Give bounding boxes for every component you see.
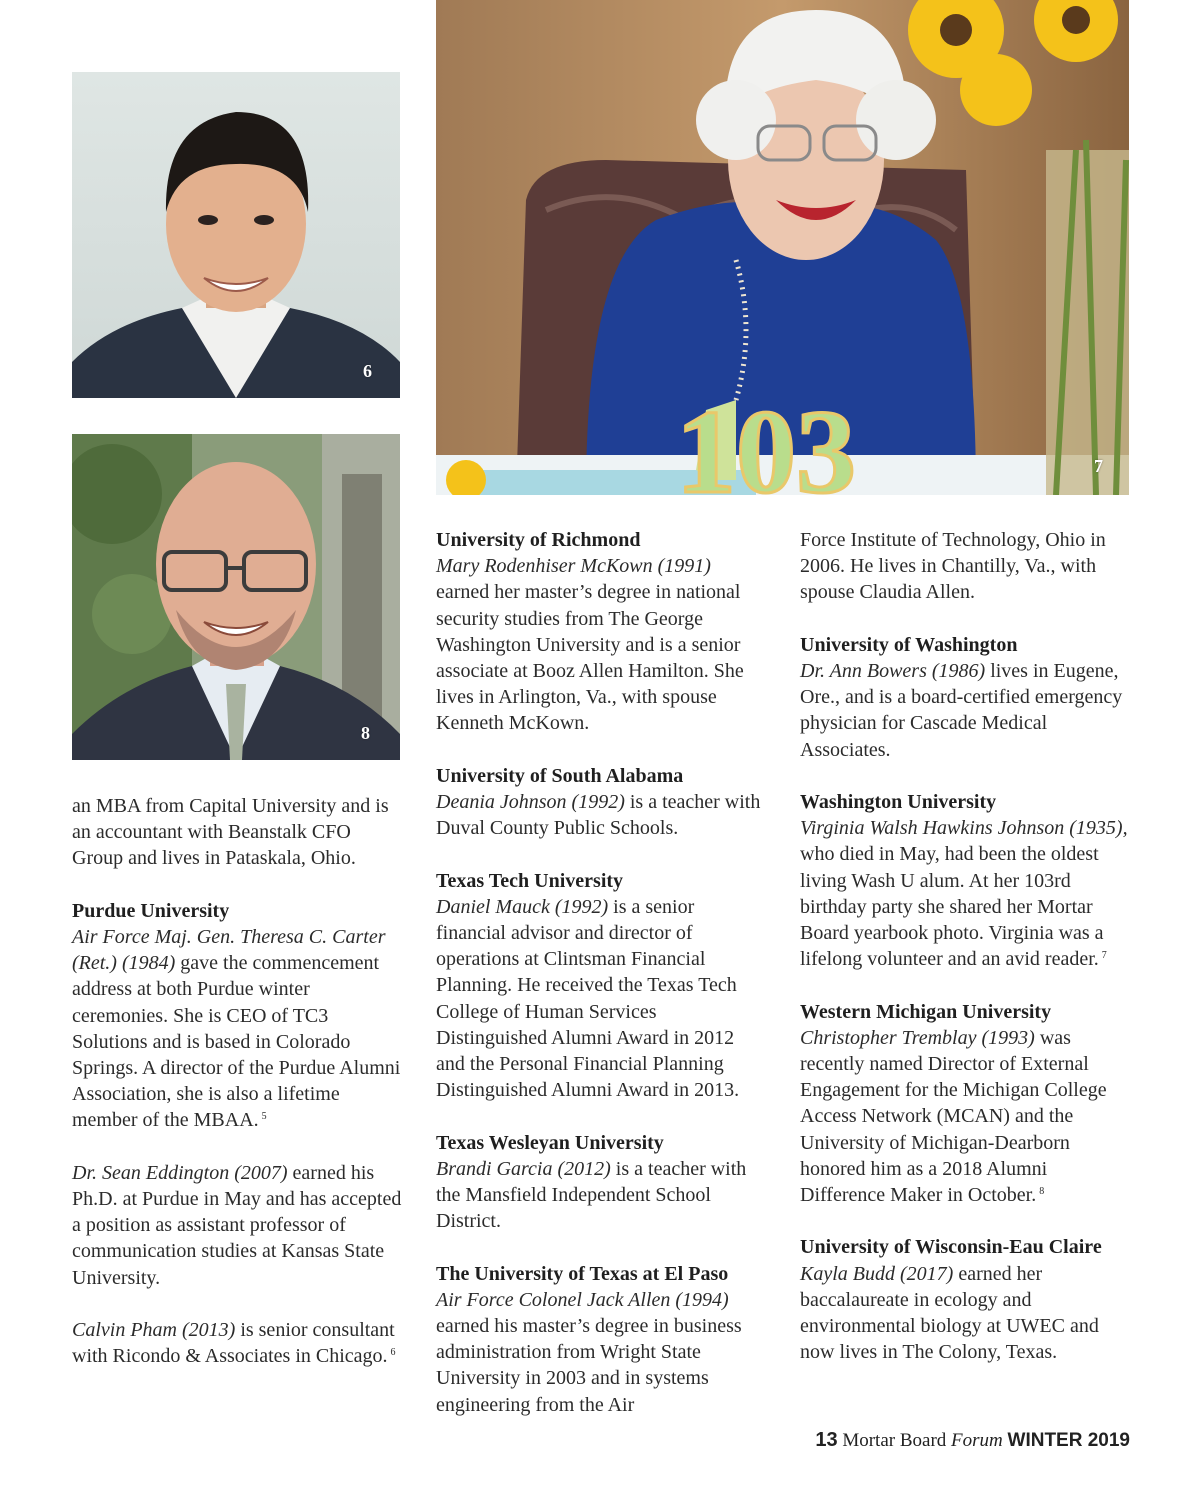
photo-6: [72, 72, 400, 398]
heading-texas-tech: Texas Tech University: [436, 869, 624, 892]
entry-south-alabama: [436, 763, 766, 842]
entry-eddington: [72, 1160, 402, 1291]
entry-richmond: [436, 527, 766, 737]
photo-ref-5: 5: [261, 1111, 267, 1123]
text-mckown: earned her master’s degree in national security studies from The George Washington University and is a senior associate at Booz Allen Hamilton. She lives in Arlington, Va., with spouse Kenneth McKown.: [436, 581, 744, 735]
entry-washu: [800, 789, 1135, 972]
name-johnson-deania: Deania Johnson (1992): [436, 791, 625, 814]
name-johnson-virginia: Virginia Walsh Hawkins Johnson (1935),: [800, 817, 1128, 840]
footer-org: Mortar Board: [842, 1430, 947, 1451]
photo-ref-6: 6: [390, 1347, 396, 1359]
entry-wmich: [800, 999, 1135, 1209]
name-budd: Kayla Budd (2017): [800, 1262, 954, 1285]
photo-ref-8: 8: [1039, 1186, 1045, 1198]
heading-texas-wesleyan: Texas Wesleyan University: [436, 1131, 664, 1154]
photo-number-6: 6: [363, 361, 372, 381]
text-johnson-virginia: who died in May, had been the oldest living Wash U alum. At her 103rd birthday party she shared her Mortar Board yearbook photo. Virginia was a lifelong volunteer and an avid reader.: [800, 843, 1104, 971]
heading-utep: The University of Texas at El Paso: [436, 1262, 729, 1285]
text-bowers: lives in Eugene, Ore., and is a board-certified emergency physician for Cascade Medical Associates.: [800, 660, 1123, 761]
paragraph-continued-allen: Force Institute of Technology, Ohio in 2006. He lives in Chantilly, Va., with spouse Claudia Allen.: [800, 529, 1106, 604]
entry-texas-wesleyan: [436, 1130, 766, 1235]
photo-7: [436, 0, 1129, 495]
name-allen: Air Force Colonel Jack Allen (1994): [436, 1288, 729, 1311]
name-garcia: Brandi Garcia (2012): [436, 1157, 611, 1180]
heading-uw: University of Washington: [800, 633, 1018, 656]
entry-texas-tech: [436, 868, 766, 1104]
text-carter: gave the commencement address at both Purdue winter ceremonies. She is CEO of TC3 Solutions and is based in Colorado Springs. A director of the Purdue Alumni Association, she is also a lifetime member of the MBAA.: [72, 952, 401, 1132]
heading-wmich: Western Michigan University: [800, 1000, 1052, 1023]
entry-uwec: [800, 1234, 1135, 1365]
text-pham: is senior consultant with Ricondo & Associates in Chicago.: [72, 1319, 395, 1368]
name-tremblay: Christopher Tremblay (1993): [800, 1026, 1035, 1049]
photo-ref-7: 7: [1101, 950, 1107, 962]
text-tremblay: was recently named Director of External Engagement for the Michigan College Access Network (MCAN) and the University of Michigan-Dearborn honored him as a 2018 Alumni Difference Maker in October.: [800, 1026, 1107, 1207]
column-1: [72, 793, 402, 1369]
portrait-young-man-icon: [72, 72, 400, 398]
text-budd: earned her baccalaureate in ecology and environmental biology at UWEC and now lives in The Colony, Texas.: [800, 1262, 1099, 1364]
elderly-woman-birthday-icon: [436, 0, 1129, 495]
heading-south-alabama: University of South Alabama: [436, 764, 684, 787]
footer-forum: Forum: [951, 1430, 1003, 1451]
entry-pham: [72, 1317, 402, 1369]
heading-purdue: Purdue University: [72, 899, 230, 922]
heading-washu: Washington University: [800, 791, 997, 813]
footer-season: WINTER 2019: [1007, 1430, 1130, 1451]
portrait-bald-man-glasses-icon: [72, 434, 400, 760]
page-footer: [815, 1429, 1130, 1452]
photo-8: [72, 434, 400, 760]
name-carter: Air Force Maj. Gen. Theresa C. Carter (Ret.) (1984): [72, 926, 386, 975]
photo-number-8: 8: [361, 723, 370, 743]
page-number: 13: [815, 1429, 838, 1451]
name-mauck: Daniel Mauck (1992): [436, 895, 609, 918]
column-3: [800, 527, 1135, 1365]
paragraph-continued-mba: an MBA from Capital University and is an accountant with Beanstalk CFO Group and lives in Pataskala, Ohio.: [72, 795, 389, 870]
text-garcia: is a teacher with the Mansfield Independent School District.: [436, 1157, 747, 1233]
svg-text:103: 103: [676, 385, 856, 495]
name-pham: Calvin Pham (2013): [72, 1319, 236, 1342]
photo-number-7: 7: [1094, 456, 1103, 476]
name-eddington: Dr. Sean Eddington (2007): [72, 1161, 288, 1184]
name-bowers: Dr. Ann Bowers (1986): [800, 660, 986, 682]
heading-richmond: University of Richmond: [436, 529, 641, 551]
entry-utep: [436, 1261, 766, 1418]
entry-purdue: [72, 898, 402, 1134]
heading-uwec: University of Wisconsin-Eau Claire: [800, 1236, 1102, 1259]
text-allen: earned his master’s degree in business administration from Wright State University in 2003 and in systems engineering from the Air: [436, 1315, 742, 1416]
text-johnson-deania: is a teacher with Duval County Public Schools.: [436, 791, 761, 840]
text-eddington: earned his Ph.D. at Purdue in May and has accepted a position as assistant professor of communication studies at Kansas State University.: [72, 1161, 402, 1289]
column-2: [436, 527, 766, 1418]
entry-uw: [800, 632, 1135, 763]
name-mckown: Mary Rodenhiser McKown (1991): [436, 555, 711, 578]
text-mauck: is a senior financial advisor and director of operations at Clintsman Financial Planning. He received the Texas Tech College of Human Services Distinguished Alumni Award in 2012 and the Personal Financial Planning Distinguished Alumni Award in 2013.: [436, 895, 740, 1102]
